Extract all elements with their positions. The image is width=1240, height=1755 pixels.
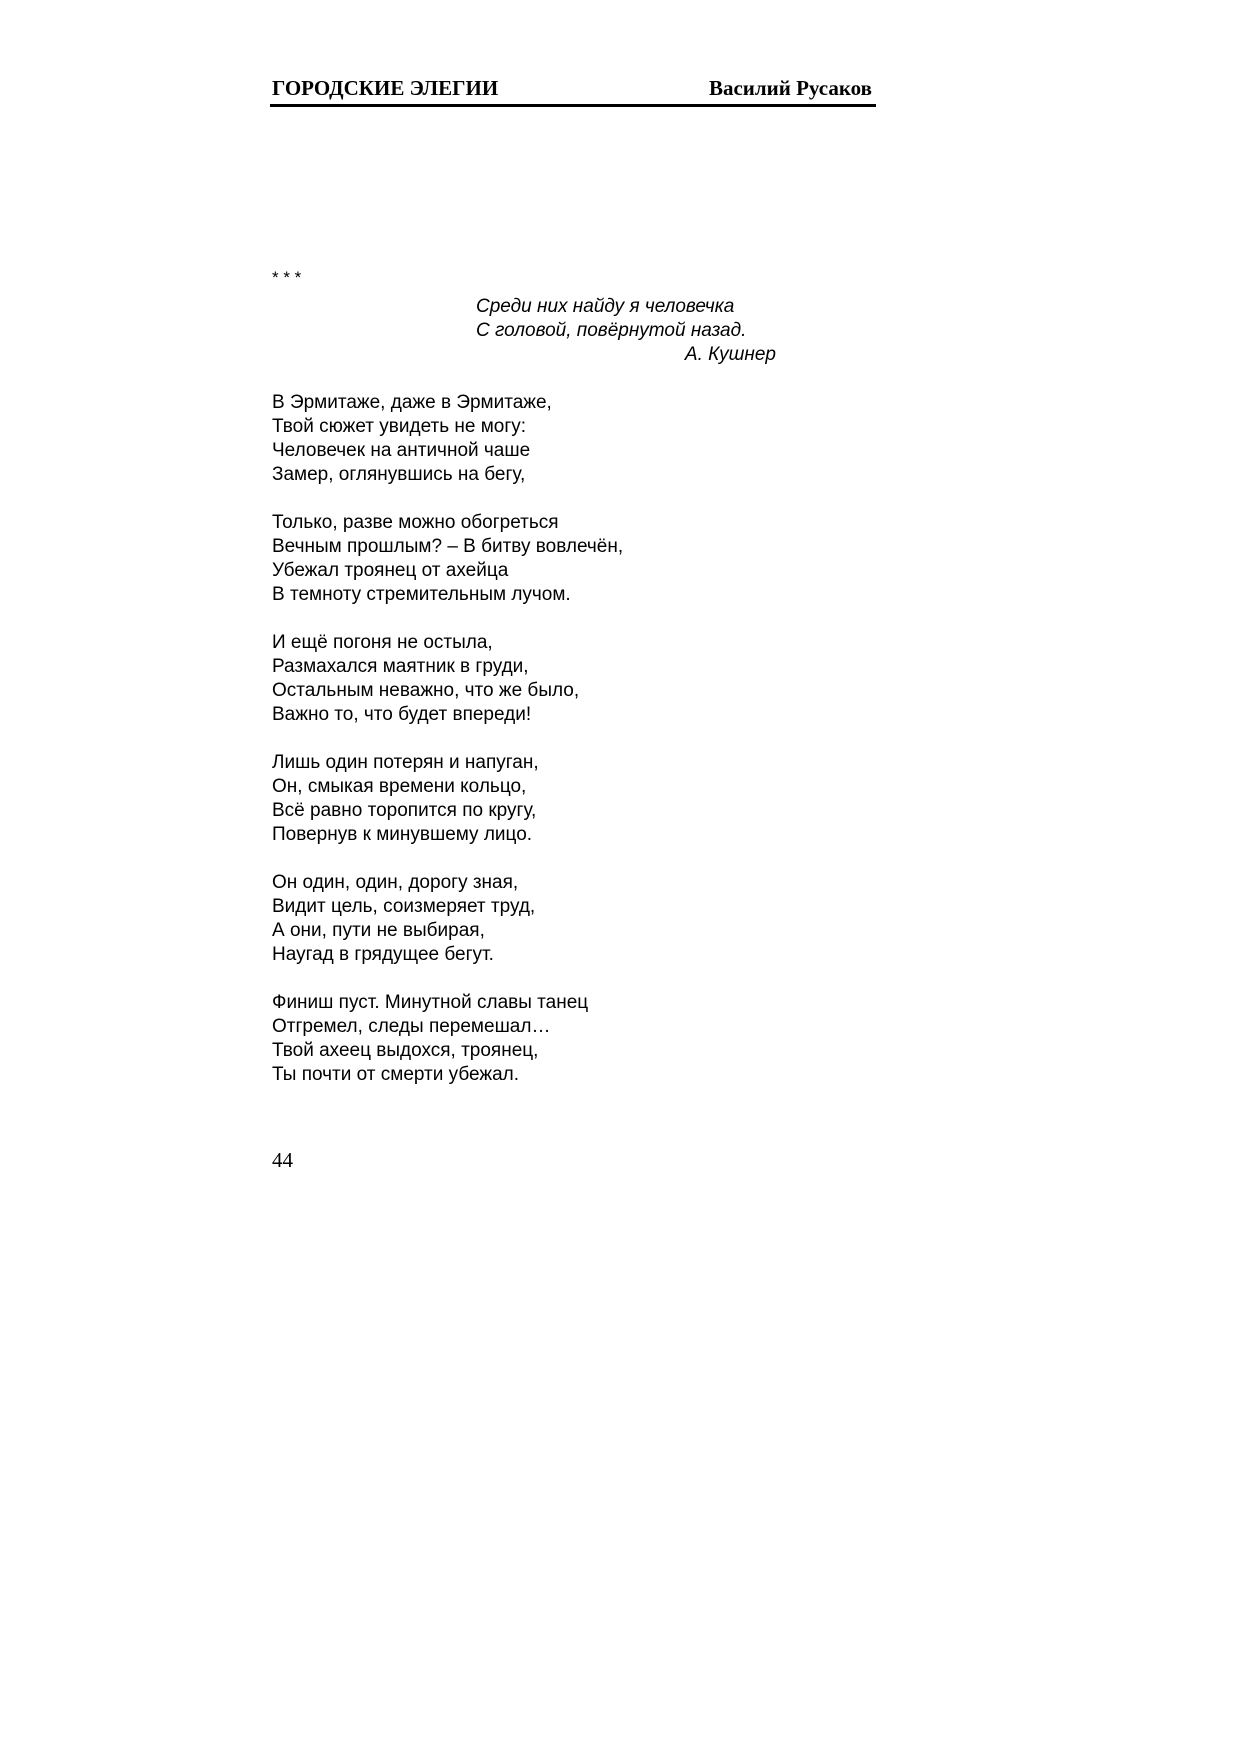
poem-line: Наугад в грядущее бегут. xyxy=(272,944,494,965)
stanza-5 xyxy=(272,871,623,967)
poem-line: Остальным неважно, что же было, xyxy=(272,680,580,701)
poem-line: Твой ахеец выдохся, троянец, xyxy=(272,1040,539,1061)
poem-line: Финиш пуст. Минутной славы танец xyxy=(272,992,589,1013)
stanza-4 xyxy=(272,751,623,847)
poem-line: Вечным прошлым? – В битву вовлечён, xyxy=(272,536,624,557)
poem-line: Отгремел, следы перемешал… xyxy=(272,1016,551,1037)
book-author: Василий Русаков xyxy=(708,76,872,100)
poem-line: В темноту стремительным лучом. xyxy=(272,584,571,605)
poem-separator: * * * xyxy=(272,268,302,287)
poem-line: Видит цель, соизмеряет труд, xyxy=(272,896,536,917)
page-number: 44 xyxy=(272,1148,293,1172)
stanza-1 xyxy=(272,391,623,487)
poem-line: Лишь один потерян и напуган, xyxy=(272,752,539,773)
poem-line: В Эрмитаже, даже в Эрмитаже, xyxy=(272,392,552,413)
book-title: ГОРОДСКИЕ ЭЛЕГИИ xyxy=(272,76,499,100)
poem-line: Убежал троянец от ахейца xyxy=(272,560,509,581)
epigraph xyxy=(476,295,776,367)
poem-line: Размахался маятник в груди, xyxy=(272,656,529,677)
poem-line: Повернув к минувшему лицо. xyxy=(272,824,533,845)
poem-line: А они, пути не выбирая, xyxy=(272,920,485,941)
poem-line: Только, разве можно обогреться xyxy=(272,512,559,533)
poem-line: Твой сюжет увидеть не могу: xyxy=(272,416,527,437)
stanza-6 xyxy=(272,991,623,1087)
epigraph-author: А. Кушнер xyxy=(684,344,776,365)
poem-line: Человечек на античной чаше xyxy=(272,440,531,461)
poem-line: Он, смыкая времени кольцо, xyxy=(272,776,527,797)
poem-line: Важно то, что будет впереди! xyxy=(272,704,532,725)
running-header xyxy=(270,76,876,107)
poem-line: Замер, оглянувшись на бегу, xyxy=(272,464,526,485)
epigraph-line: С головой, повёрнутой назад. xyxy=(476,320,747,341)
stanza-3 xyxy=(272,631,623,727)
stanza-2 xyxy=(272,511,623,607)
poem-line: Всё равно торопится по кругу, xyxy=(272,800,537,821)
poem-body xyxy=(272,391,623,1111)
poem-line: Ты почти от смерти убежал. xyxy=(272,1064,520,1085)
poem-line: Он один, один, дорогу зная, xyxy=(272,872,519,893)
epigraph-line: Среди них найду я человечка xyxy=(476,296,735,317)
poem-line: И ещё погоня не остыла, xyxy=(272,632,493,653)
